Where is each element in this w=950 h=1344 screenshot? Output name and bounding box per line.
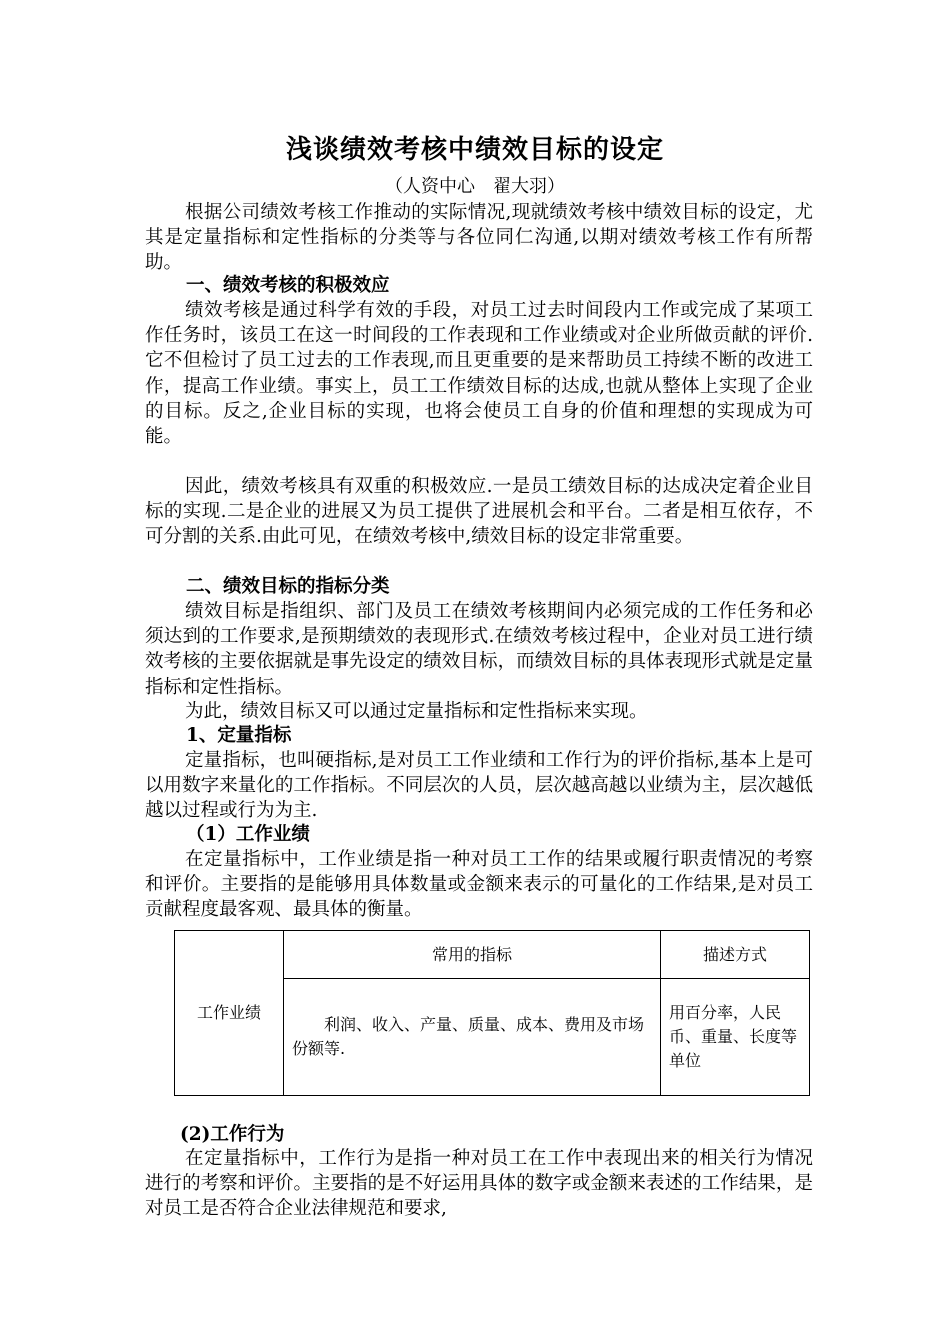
- item1-heading: （1）工作业绩: [186, 824, 310, 845]
- section1-paragraph-2: 因此，绩效考核具有双重的积极效应.一是员工绩效目标的达成决定着企业目标的实现.二是企业的进展又为员工提供了进展机会和平台。二者是相互依存，不可分割的关系.由此可见，在绩效考核中,绩效目标的设定非常重要。: [145, 476, 813, 548]
- table-cell-description: 用百分率，人民币、重量、长度等单位: [661, 979, 810, 1096]
- item2-heading: (2)工作行为: [180, 1124, 285, 1145]
- section1-heading: 一、绩效考核的积极效应: [186, 275, 390, 296]
- author-line: （人资中心 翟大羽）: [385, 176, 565, 197]
- indicator-table: [174, 930, 810, 1096]
- item1-paragraph: 在定量指标中，工作业绩是指一种对员工工作的结果或履行职责情况的考察和评价。主要指的是能够用具体数量或金额来表示的可量化的工作结果,是对员工贡献程度最客观、最具体的衡量。: [145, 849, 813, 921]
- table-header-description: 描述方式: [661, 931, 810, 979]
- section1-paragraph-1: 绩效考核是通过科学有效的手段，对员工过去时间段内工作或完成了某项工作任务时，该员工在这一时间段的工作表现和工作业绩或对企业所做贡献的评价.它不但检讨了员工过去的工作表现,而且更重要的是来帮助员工持续不断的改进工作，提高工作业绩。事实上，员工工作绩效目标的达成,也就从整体上实现了企业的目标。反之,企业目标的实现，也将会使员工自身的价值和理想的实现成为可能。: [145, 300, 813, 448]
- table-row-label: 工作业绩: [175, 931, 284, 1096]
- section2-paragraph-2: 为此，绩效目标又可以通过定量指标和定性指标来实现。: [185, 701, 648, 722]
- intro-paragraph: 根据公司绩效考核工作推动的实际情况,现就绩效考核中绩效目标的设定，尤其是定量指标和定性指标的分类等与各位同仁沟通,以期对绩效考核工作有所帮助。: [145, 202, 813, 274]
- subsection1-paragraph: 定量指标，也叫硬指标,是对员工工作业绩和工作行为的评价指标,基本上是可以用数字来量化的工作指标。不同层次的人员，层次越高越以业绩为主，层次越低越以过程或行为为主.: [145, 750, 813, 822]
- section2-paragraph-1: 绩效目标是指组织、部门及员工在绩效考核期间内必须完成的工作任务和必须达到的工作要求,是预期绩效的表现形式.在绩效考核过程中，企业对员工进行绩效考核的主要依据就是事先设定的绩效目标，而绩效目标的具体表现形式就是定量指标和定性指标。: [145, 601, 813, 698]
- table-cell-indicators: 利润、收入、产量、质量、成本、费用及市场份额等.: [284, 979, 661, 1096]
- item2-paragraph: 在定量指标中，工作行为是指一种对员工在工作中表现出来的相关行为情况进行的考察和评价。主要指的是不好运用具体的数字或金额来表述的工作结果，是对员工是否符合企业法律规范和要求,: [145, 1148, 813, 1220]
- section2-heading: 二、绩效目标的指标分类: [186, 576, 390, 597]
- subsection1-heading: 1、定量指标: [186, 725, 292, 746]
- document-title: 浅谈绩效考核中绩效目标的设定: [285, 135, 664, 165]
- table-header-indicators: 常用的指标: [284, 931, 661, 979]
